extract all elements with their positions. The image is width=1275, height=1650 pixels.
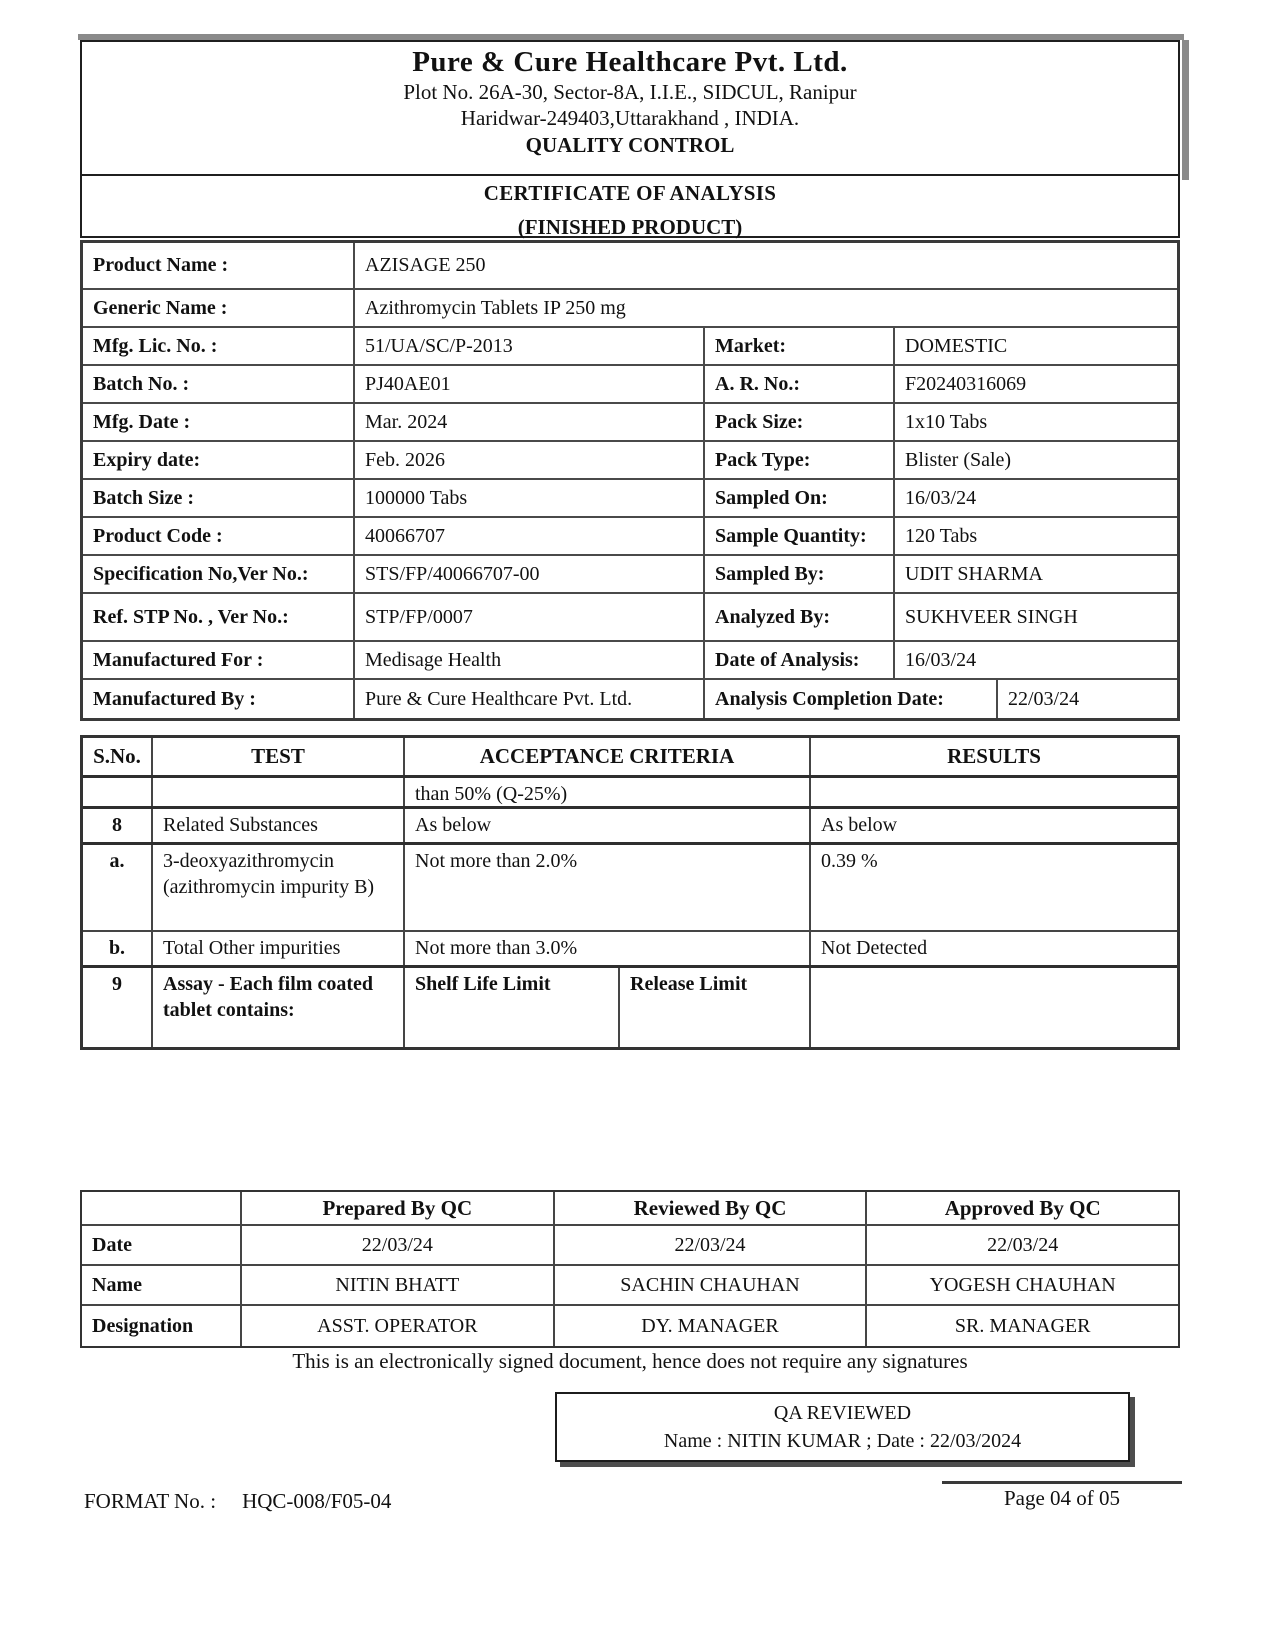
- approved-date: 22/03/24: [987, 1233, 1059, 1256]
- reviewed-name: SACHIN CHAUHAN: [555, 1266, 868, 1304]
- test-name: Related Substances: [153, 809, 405, 842]
- document-title-block: [82, 181, 1178, 240]
- test-row-continuation: [83, 778, 1177, 809]
- prepared-designation: ASST. OPERATOR: [242, 1306, 555, 1346]
- field-value: 100000 Tabs: [355, 480, 705, 516]
- electronic-signature-note: This is an electronically signed document, hence does not require any signatures: [292, 1349, 968, 1373]
- reviewed-date: 22/03/24: [555, 1226, 868, 1264]
- company-address-line1: Plot No. 26A-30, Sector-8A, I.I.E., SIDCUL, Ranipur: [403, 80, 857, 104]
- test-sno: [83, 778, 153, 806]
- test-name: 3-deoxyazithromycin (azithromycin impurity B): [153, 845, 405, 930]
- test-result: Not Detected: [821, 937, 928, 959]
- field-label: Ref. STP No. , Ver No.:: [83, 594, 355, 640]
- product-info-table: [80, 240, 1180, 721]
- row-label: Date: [82, 1226, 242, 1264]
- field-label: Market:: [705, 328, 895, 364]
- column-header-prepared: Prepared By QC: [242, 1192, 555, 1224]
- signature-date-row: [82, 1226, 1178, 1266]
- field-value: Mar. 2024: [355, 404, 705, 440]
- document-title: CERTIFICATE OF ANALYSIS: [483, 181, 777, 205]
- field-label: Analysis Completion Date:: [705, 680, 998, 718]
- product-info-row: [83, 442, 1177, 480]
- field-label: Product Code :: [83, 518, 355, 554]
- field-label: Manufactured For :: [83, 642, 355, 678]
- row-label: Designation: [82, 1306, 242, 1346]
- field-value: 22/03/24: [1008, 687, 1080, 710]
- test-sno: 9: [83, 968, 153, 1047]
- field-label: Sample Quantity:: [705, 518, 895, 554]
- field-value: STP/FP/0007: [355, 594, 705, 640]
- field-label: Mfg. Date :: [83, 404, 355, 440]
- page-number: Page 04 of 05: [942, 1481, 1182, 1511]
- test-sno: b.: [83, 932, 153, 965]
- field-label: Specification No,Ver No.:: [83, 556, 355, 592]
- product-info-row: [83, 642, 1177, 680]
- company-header: [82, 42, 1178, 176]
- product-info-row: [83, 290, 1177, 328]
- qa-reviewed-name-date: Name : NITIN KUMAR ; Date : 22/03/2024: [663, 1430, 1022, 1452]
- company-address-line2: Haridwar-249403,Uttarakhand , INDIA.: [460, 106, 800, 130]
- signature-corner-cell: [82, 1192, 242, 1224]
- field-value: DOMESTIC: [905, 334, 1008, 357]
- qa-reviewed-box: [555, 1392, 1130, 1462]
- column-header-test: TEST: [153, 738, 405, 775]
- column-header-results: RESULTS: [947, 743, 1041, 768]
- field-value: Azithromycin Tablets IP 250 mg: [365, 296, 626, 319]
- field-value: F20240316069: [905, 372, 1027, 395]
- column-header-reviewed: Reviewed By QC: [555, 1192, 868, 1224]
- qa-reviewed-title: QA REVIEWED: [773, 1402, 912, 1424]
- field-label: Pack Size:: [705, 404, 895, 440]
- header-box: [80, 40, 1180, 238]
- test-table-header-row: [83, 738, 1177, 778]
- document-subtitle: (FINISHED PRODUCT): [517, 215, 743, 239]
- field-value: Blister (Sale): [905, 448, 1012, 471]
- department-title: QUALITY CONTROL: [525, 133, 735, 157]
- test-result: As below: [821, 814, 898, 836]
- column-header-criteria: ACCEPTANCE CRITERIA: [405, 738, 811, 775]
- field-label: Batch No. :: [83, 366, 355, 402]
- field-value: PJ40AE01: [355, 366, 705, 402]
- signature-designation-row: [82, 1306, 1178, 1346]
- field-value: Medisage Health: [355, 642, 705, 678]
- test-name: Assay - Each film coated tablet contains:: [153, 968, 405, 1047]
- test-row: [83, 932, 1177, 968]
- field-label: A. R. No.:: [705, 366, 895, 402]
- test-criteria: As below: [405, 809, 811, 842]
- product-info-row: [83, 328, 1177, 366]
- field-value: 120 Tabs: [905, 524, 978, 547]
- field-value: Feb. 2026: [355, 442, 705, 478]
- test-name: [153, 778, 405, 806]
- reviewed-designation: DY. MANAGER: [555, 1306, 868, 1346]
- column-header-approved: Approved By QC: [944, 1195, 1101, 1220]
- test-criteria-shelf-life: Shelf Life Limit: [405, 968, 620, 1047]
- field-value: UDIT SHARMA: [905, 562, 1043, 585]
- field-value: AZISAGE 250: [365, 254, 486, 276]
- product-info-row: [83, 556, 1177, 594]
- test-criteria-release: Release Limit: [620, 968, 811, 1047]
- test-row: [83, 809, 1177, 845]
- product-info-row: [83, 518, 1177, 556]
- product-info-row: [83, 480, 1177, 518]
- field-value: 16/03/24: [905, 648, 977, 671]
- test-result: [811, 778, 1177, 806]
- test-criteria: than 50% (Q-25%): [405, 778, 811, 806]
- signature-header-row: [82, 1192, 1178, 1226]
- product-info-row: [83, 594, 1177, 642]
- field-label: Sampled By:: [705, 556, 895, 592]
- test-row: [83, 845, 1177, 932]
- format-number-label: FORMAT No. :: [84, 1489, 217, 1513]
- format-number: [84, 1489, 391, 1514]
- field-value: 1x10 Tabs: [905, 410, 988, 433]
- test-name: Total Other impurities: [153, 932, 405, 965]
- format-number-value: HQC-008/F05-04: [242, 1489, 392, 1513]
- row-label: Name: [82, 1266, 242, 1304]
- test-sno: a.: [83, 845, 153, 930]
- field-label: Analyzed By:: [705, 594, 895, 640]
- field-value: Pure & Cure Healthcare Pvt. Ltd.: [355, 680, 705, 718]
- field-label: Sampled On:: [705, 480, 895, 516]
- product-info-row: [83, 680, 1177, 718]
- signature-table: [80, 1190, 1180, 1348]
- test-criteria: Not more than 2.0%: [405, 845, 811, 930]
- field-label: Batch Size :: [83, 480, 355, 516]
- test-criteria: Not more than 3.0%: [405, 932, 811, 965]
- test-row-assay: [83, 968, 1177, 1047]
- field-value: STS/FP/40066707-00: [355, 556, 705, 592]
- field-label: Product Name :: [83, 243, 355, 288]
- field-label: Manufactured By :: [83, 680, 355, 718]
- approved-designation: SR. MANAGER: [954, 1314, 1091, 1337]
- field-value: 51/UA/SC/P-2013: [355, 328, 705, 364]
- header-shadow: [1182, 40, 1189, 180]
- signature-name-row: [82, 1266, 1178, 1306]
- prepared-date: 22/03/24: [242, 1226, 555, 1264]
- field-label: Expiry date:: [83, 442, 355, 478]
- field-label: Date of Analysis:: [705, 642, 895, 678]
- field-label: Pack Type:: [705, 442, 895, 478]
- test-results-table: [80, 735, 1180, 1050]
- field-label: Generic Name :: [83, 290, 355, 326]
- product-info-row: [83, 243, 1177, 290]
- test-result: [811, 968, 1177, 1047]
- company-name: Pure & Cure Healthcare Pvt. Ltd.: [412, 46, 848, 78]
- column-header-sno: S.No.: [83, 738, 153, 775]
- field-value: SUKHVEER SINGH: [905, 605, 1078, 628]
- approved-name: YOGESH CHAUHAN: [929, 1273, 1116, 1296]
- field-value: 40066707: [355, 518, 705, 554]
- test-result: 0.39 %: [821, 850, 878, 872]
- prepared-name: NITIN BHATT: [242, 1266, 555, 1304]
- field-label: Mfg. Lic. No. :: [83, 328, 355, 364]
- product-info-row: [83, 404, 1177, 442]
- field-value: 16/03/24: [905, 486, 977, 509]
- product-info-row: [83, 366, 1177, 404]
- test-sno: 8: [83, 809, 153, 842]
